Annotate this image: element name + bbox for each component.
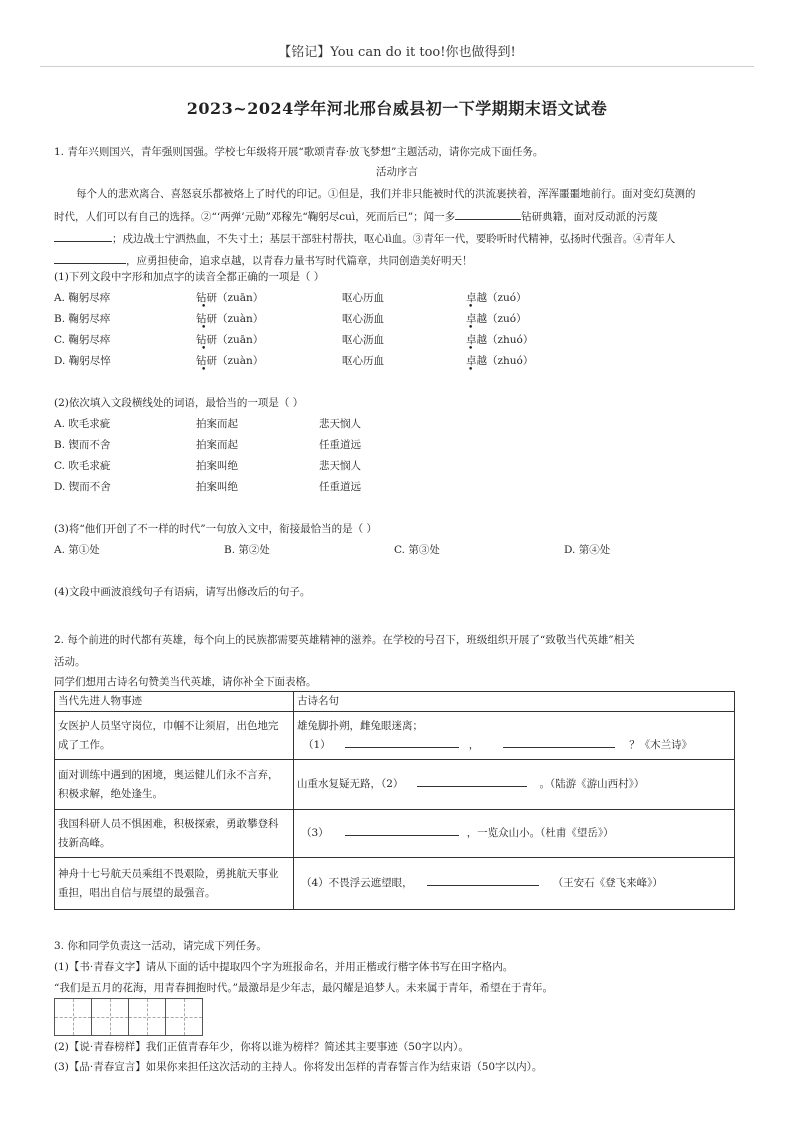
q2-stem-line1: 2. 每个前进的时代都有英雄，每个向上的民族都需要英雄精神的滋养。在学校的号召下，班级组织开展了“致敬当代英雄”相关 (54, 634, 635, 646)
grid-cell[interactable] (165, 998, 203, 1036)
cell-line: 神舟十七号航天员乘组不畏艰险，勇挑航天事业 (58, 867, 279, 880)
answer-blank[interactable] (345, 825, 459, 836)
q1-subtitle: 活动序言 (376, 166, 418, 178)
option-b-col4: 卓越（zuó） (466, 313, 527, 325)
option-c-col4: 卓越（zhuó） (466, 334, 534, 346)
q3-quote: “我们是五月的花海，用青春拥抱时代。”最激昂是少年志，最闪耀是追梦人。未来属于青年，希望在于青年。 (54, 982, 553, 994)
option-a-col3: 悲天悯人 (319, 418, 361, 430)
q1-passage-line3 (54, 231, 685, 246)
q3-sub1-question: (1)【书·青春文字】请从下面的话中提取四个字为班报命名，并用正楷或行楷字体书写在田字格内。 (54, 961, 514, 973)
emphasis-dot: • (468, 323, 474, 333)
q1-stem: 1. 青年兴则国兴，青年强则国强。学校七年级将开展“歌颂青春·放飞梦想”主题活动，请你完成下面任务。 (54, 146, 544, 158)
q1-passage-line4-text: ，应勇担使命，追求卓越，以青春力量书写时代篇章，共同创造美好明天！ (126, 255, 473, 267)
cell-line: 女医护人员坚守岗位，巾帼不让须眉，出色地完 (58, 719, 279, 732)
cell-line: 面对训练中遇到的困境，奥运健儿们永不言弃， (58, 768, 279, 781)
table-cell: （3） ，一览众山小。（杜甫《望岳》） (294, 810, 735, 858)
option-d[interactable]: D. 第④处 (564, 544, 611, 556)
answer-blank[interactable] (503, 737, 615, 748)
table-cell (55, 760, 294, 810)
option-a-col4: 卓越（zuó） (466, 292, 527, 304)
cell-line: （1） ， ？《木兰诗》 (303, 738, 693, 751)
table-header-cell: 古诗名句 (294, 692, 735, 712)
option-c-col2: 钻研（zuān） (196, 334, 264, 346)
option-c-col1[interactable]: C. 吹毛求疵 (54, 460, 111, 472)
q1-passage-line2b: 钻研典籍，面对反动派的污蔑 (521, 211, 658, 223)
table-row (55, 810, 735, 858)
option-c-col1[interactable]: C. 鞠躬尽瘁 (54, 334, 111, 346)
table-cell (294, 712, 735, 760)
table-header-row (55, 692, 735, 712)
table-cell (55, 810, 294, 858)
cell-line: 我国科研人员不惧困难，积极探索，勇敢攀登科 (58, 817, 279, 830)
option-a-col3: 呕心历血 (342, 292, 384, 304)
header-motto: 【铭记】You can do it too!你也做得到! (278, 45, 516, 60)
q3-sub3-question: (3)【品·青春宣言】如果你来担任这次活动的主持人。你将发出怎样的青春誓言作为结束语（50字以内）。 (54, 1061, 543, 1073)
table-row (55, 858, 735, 910)
table-row (55, 712, 735, 760)
q2-stem-line2: 活动。 (54, 656, 86, 668)
option-a-col1[interactable]: A. 鞠躬尽瘁 (54, 292, 111, 304)
cell-line: 成了工作。 (58, 738, 111, 751)
cell-line: 积极求解，绝处逢生。 (58, 787, 163, 800)
answer-blank[interactable] (417, 776, 527, 787)
table-cell (55, 712, 294, 760)
table-row (55, 760, 735, 810)
option-a-col2: 拍案而起 (196, 418, 238, 430)
q1-sub1-question: (1)下列文段中字形和加点字的读音全都正确的一项是（ ） (54, 271, 325, 283)
cell-line: 技新高峰。 (58, 836, 111, 849)
poem-table (54, 691, 735, 910)
table-cell: 山重水复疑无路，（2） 。（陆游《游山西村》） (294, 760, 735, 810)
option-d-col1[interactable]: D. 锲而不舍 (54, 481, 111, 493)
option-c-col3: 悲天悯人 (319, 460, 361, 472)
option-b[interactable]: B. 第②处 (224, 544, 270, 556)
answer-blank[interactable] (54, 253, 126, 264)
option-d-col2: 拍案叫绝 (196, 481, 238, 493)
q1-sub2-question: (2)依次填入文段横线处的词语，最恰当的一项是（ ） (54, 397, 304, 409)
emphasis-dot: • (201, 344, 207, 354)
option-a-col1[interactable]: A. 吹毛求疵 (54, 418, 111, 430)
option-c[interactable]: C. 第③处 (394, 544, 440, 556)
option-d-col2: 钻研（zuàn） (196, 355, 264, 367)
q3-stem: 3. 你和同学负责这一活动，请完成下列任务。 (54, 940, 267, 952)
emphasis-dot: • (468, 365, 474, 375)
option-d-col4: 卓越（zhuó） (466, 355, 534, 367)
option-b-col1[interactable]: B. 鞠躬尽瘁 (54, 313, 111, 325)
q2-lead: 同学们想用古诗名句赞美当代英雄，请你补全下面表格。 (54, 676, 317, 688)
emphasis-dot: • (201, 365, 207, 375)
emphasis-dot: • (201, 323, 207, 333)
option-a[interactable]: A. 第①处 (54, 544, 100, 556)
q1-passage-line4 (54, 253, 473, 268)
q1-passage-line3-text: ；戍边战士宁洒热血，不失寸土；基层干部驻村帮扶，呕心lì血。③青年一代，要聆听时代精神，弘扬时代强音。④青年人 (112, 233, 676, 245)
emphasis-dot: • (201, 302, 207, 312)
q1-sub4-question: (4)文段中画波浪线句子有语病，请写出修改后的句子。 (54, 586, 311, 598)
page-title: 2023~2024学年河北邢台威县初一下学期期末语文试卷 (186, 99, 608, 118)
answer-blank[interactable] (427, 875, 539, 886)
emphasis-dot: • (468, 344, 474, 354)
q1-passage-line2a: 时代，人们可以有自己的选择。②“‘两弹’元勋”邓稼先“鞠躬尽cuì，死而后已”；闻一多 (54, 211, 456, 223)
option-b-col3: 任重道远 (319, 439, 361, 451)
answer-blank[interactable] (455, 209, 521, 220)
cell-line: 雄兔脚扑朔，雌兔眼迷离； (297, 719, 423, 732)
option-c-col2: 拍案叫绝 (196, 460, 238, 472)
answer-blank[interactable] (54, 231, 112, 242)
option-d-col1[interactable]: D. 鞠躬尽悴 (54, 355, 111, 367)
option-b-col1[interactable]: B. 锲而不舍 (54, 439, 111, 451)
option-c-col3: 呕心沥血 (342, 334, 384, 346)
cell-line: 重担，唱出自信与展望的最强音。 (58, 886, 216, 899)
option-b-col3: 呕心沥血 (342, 313, 384, 325)
header-divider (40, 66, 754, 67)
option-d-col3: 呕心历血 (342, 355, 384, 367)
table-header-cell: 当代先进人物事迹 (55, 692, 294, 712)
option-d-col3: 任重道远 (319, 481, 361, 493)
grid-cell[interactable] (54, 998, 92, 1036)
emphasis-dot: • (468, 302, 474, 312)
grid-cell[interactable] (91, 998, 129, 1036)
q1-passage-line2 (54, 209, 658, 224)
grid-cell[interactable] (128, 998, 166, 1036)
option-a-col2: 钻研（zuān） (196, 292, 264, 304)
option-b-col2: 拍案而起 (196, 439, 238, 451)
q1-passage-line1: 每个人的悲欢离合、喜怒哀乐都被烙上了时代的印记。①但是，我们并非只能被时代的洪流裹挟着，浑浑噩噩地前行。面对变幻莫测的 (76, 188, 696, 200)
option-b-col2: 钻研（zuàn） (196, 313, 264, 325)
writing-grid (54, 998, 202, 1036)
q3-sub2-question: (2)【说·青春榜样】我们正值青春年少，你将以谁为榜样？简述其主要事迹（50字以内）。 (54, 1041, 469, 1053)
table-cell (55, 858, 294, 910)
table-cell: （4）不畏浮云遮望眼， （王安石《登飞来峰》） (294, 858, 735, 910)
q1-sub3-question: (3)将“他们开创了不一样的时代”一句放入文中，衔接最恰当的是（ ） (54, 523, 377, 535)
answer-blank[interactable] (345, 737, 459, 748)
